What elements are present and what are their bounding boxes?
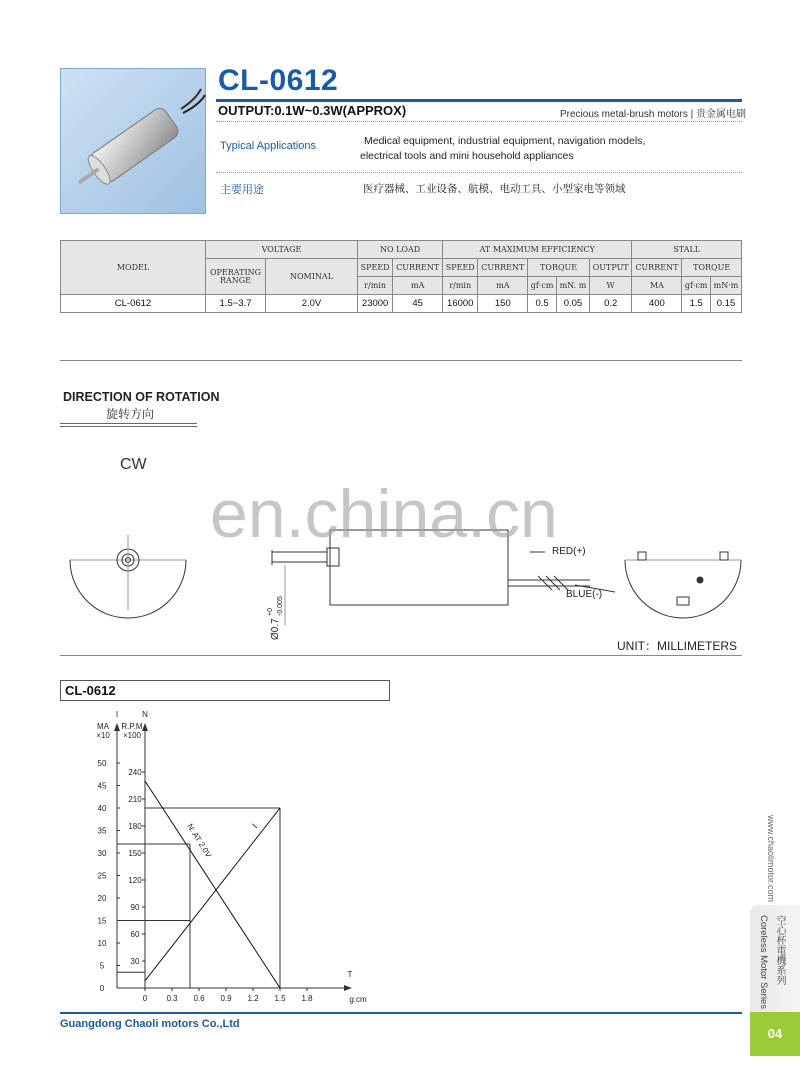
cell-range: 1.5~3.7 [206,295,266,313]
th-me-speed: SPEED [443,259,478,277]
rotation-subtitle: 旋转方向 [106,407,155,421]
typical-line-2: electrical tools and mini household appliances [360,150,574,162]
left-tick-label: 40 [97,804,107,813]
th-stall: STALL [632,241,742,259]
divider [216,121,742,122]
right-tick-label: 60 [130,930,140,939]
divider [216,172,742,173]
th-operating-range [206,259,266,295]
table-row [61,295,742,313]
unit-st-torque-gf: gf·cm [682,277,711,295]
right-axis-mult: ×100 [122,731,142,740]
performance-chart [80,705,400,1010]
divider [60,360,742,361]
left-tick-label: 0 [99,984,105,993]
left-tick-label: 5 [99,961,105,971]
left-tick-label: 50 [97,759,107,768]
unit-nl-current: mA [393,277,443,295]
cell-nl-current: 45 [393,295,443,313]
series-label: Precious metal-brush motors | 贵金属电刷 [560,109,746,120]
left-tick-label: 30 [97,849,107,858]
tolerance-minus: -0.005 [277,596,284,616]
cell-me-speed: 16000 [443,295,478,313]
right-axis-arrow [142,723,148,731]
side-url: www.chaolimotor.com [766,815,776,903]
th-range: RANGE [219,275,252,285]
right-tick-label: 120 [128,876,142,885]
divider [60,423,197,424]
chart-series [145,781,280,988]
unit-st-torque-mn: mN·m [711,277,742,295]
x-tick-label: 1.5 [274,994,286,1003]
right-axis-name: N [142,710,148,719]
cell-me-output: 0.2 [589,295,632,313]
x-axis-unit: g.cm [349,995,367,1004]
unit-label: UNIT：MILLIMETERS [617,639,738,653]
motor-photo [60,68,206,214]
red-lead-label: RED(+) [552,546,586,557]
right-tick-label: 210 [128,795,142,804]
cell-st-current: 400 [632,295,682,313]
footer-rule [60,1012,742,1014]
th-st-torque: TORQUE [682,259,742,277]
cell-nl-speed: 23000 [358,295,393,313]
rotation-title: DIRECTION OF ROTATION [63,390,220,404]
unit-me-torque-gf: gf·cm [528,277,557,295]
th-me-torque: TORQUE [528,259,590,277]
unit-me-speed: r/min [443,277,478,295]
th-me-output: OUTPUT [589,259,632,277]
th-operating: OPERATING [209,267,262,277]
watermark: en.china.cn [210,476,558,552]
tolerance-plus: +0 [267,608,274,616]
cell-st-torque-gf: 1.5 [682,295,711,313]
current-line [145,808,280,981]
th-me-current: CURRENT [478,259,528,277]
left-axis-mult: ×10 [96,731,110,740]
left-axis-arrow [114,723,120,731]
company-name: Guangdong Chaoli motors Co.,Ltd [60,1018,240,1030]
x-axis-name: T [347,970,353,979]
th-voltage: VOLTAGE [206,241,358,259]
th-model: MODEL [61,241,206,295]
unit-me-torque-mn: mN. m [556,277,589,295]
unit-nl-speed: r/min [358,277,393,295]
th-nominal: NOMINAL [266,259,358,295]
chart-labels [96,710,367,1004]
x-tick-label: 1.2 [247,994,259,1003]
right-tick-label: 240 [128,768,142,777]
x-axis-arrow [344,985,352,991]
right-axis-unit: R.P.M [121,722,143,731]
unit-me-current: mA [478,277,528,295]
left-tick-label: 20 [97,894,107,903]
th-no-load: NO LOAD [358,241,443,259]
typical-applications-label: Typical Applications [220,140,316,152]
rear-view-outline [625,560,741,618]
x-tick-label: 0.3 [166,994,178,1003]
cw-label: CW [120,456,147,473]
left-tick-label: 25 [97,871,107,881]
unit-me-output: W [589,277,632,295]
left-axis-unit: MA [97,722,109,731]
side-series-cn: 空心杯電機系列 [774,915,785,985]
chart-axes [114,723,352,991]
current-line-label: I [250,821,260,831]
right-tick-label: 30 [130,957,140,966]
page-number: 04 [750,1012,800,1056]
typical-line-1: Medical equipment, industrial equipment, navigation models, [364,135,646,147]
x-tick-label: 0.9 [220,994,232,1003]
cell-me-torque-mn: 0.05 [556,295,589,313]
left-tick-label: 35 [97,826,107,836]
title-rule [216,99,742,102]
uses-label: 主要用途 [220,184,264,196]
th-nl-current: CURRENT [393,259,443,277]
th-nl-speed: SPEED [358,259,393,277]
side-series-en: Coreless Motor Series [758,915,769,1009]
output-label: OUTPUT:0.1W~0.3W(APPROX) [218,103,407,118]
right-tick-label: 150 [128,849,142,858]
th-max-efficiency: AT MAXIMUM EFFICIENCY [443,241,632,259]
left-tick-label: 15 [97,916,107,926]
x-tick-label: 1.8 [301,994,313,1003]
x-tick-label: 0 [142,994,148,1003]
cell-st-torque-mn: 0.15 [711,295,742,313]
left-tick-label: 10 [97,939,107,948]
speed-line [145,781,280,988]
chart-title: CL-0612 [65,683,116,698]
typical-applications-text [360,134,740,164]
x-tick-label: 0.6 [193,994,205,1003]
th-st-current: CURRENT [632,259,682,277]
divider [60,426,197,427]
speed-line-label: N: AT 2.0V [185,822,213,860]
cell-model: CL-0612 [61,295,206,313]
model-title: CL-0612 [218,64,339,97]
uses-text: 医疗器械、工业设备、航模、电动工具、小型家电等领域 [363,183,626,195]
right-tick-label: 90 [130,903,140,912]
cell-me-current: 150 [478,295,528,313]
cell-nominal: 2.0V [266,295,358,313]
shaft-dimension: Ø0.7 [270,618,281,640]
cell-me-torque-gf: 0.5 [528,295,557,313]
left-axis-name: I [115,710,119,719]
blue-lead-label: BLUE(-) [566,589,603,600]
divider [60,655,742,656]
right-tick-label: 180 [128,822,142,831]
left-tick-label: 45 [97,781,107,791]
spec-table [60,240,742,313]
unit-st-current: MA [632,277,682,295]
